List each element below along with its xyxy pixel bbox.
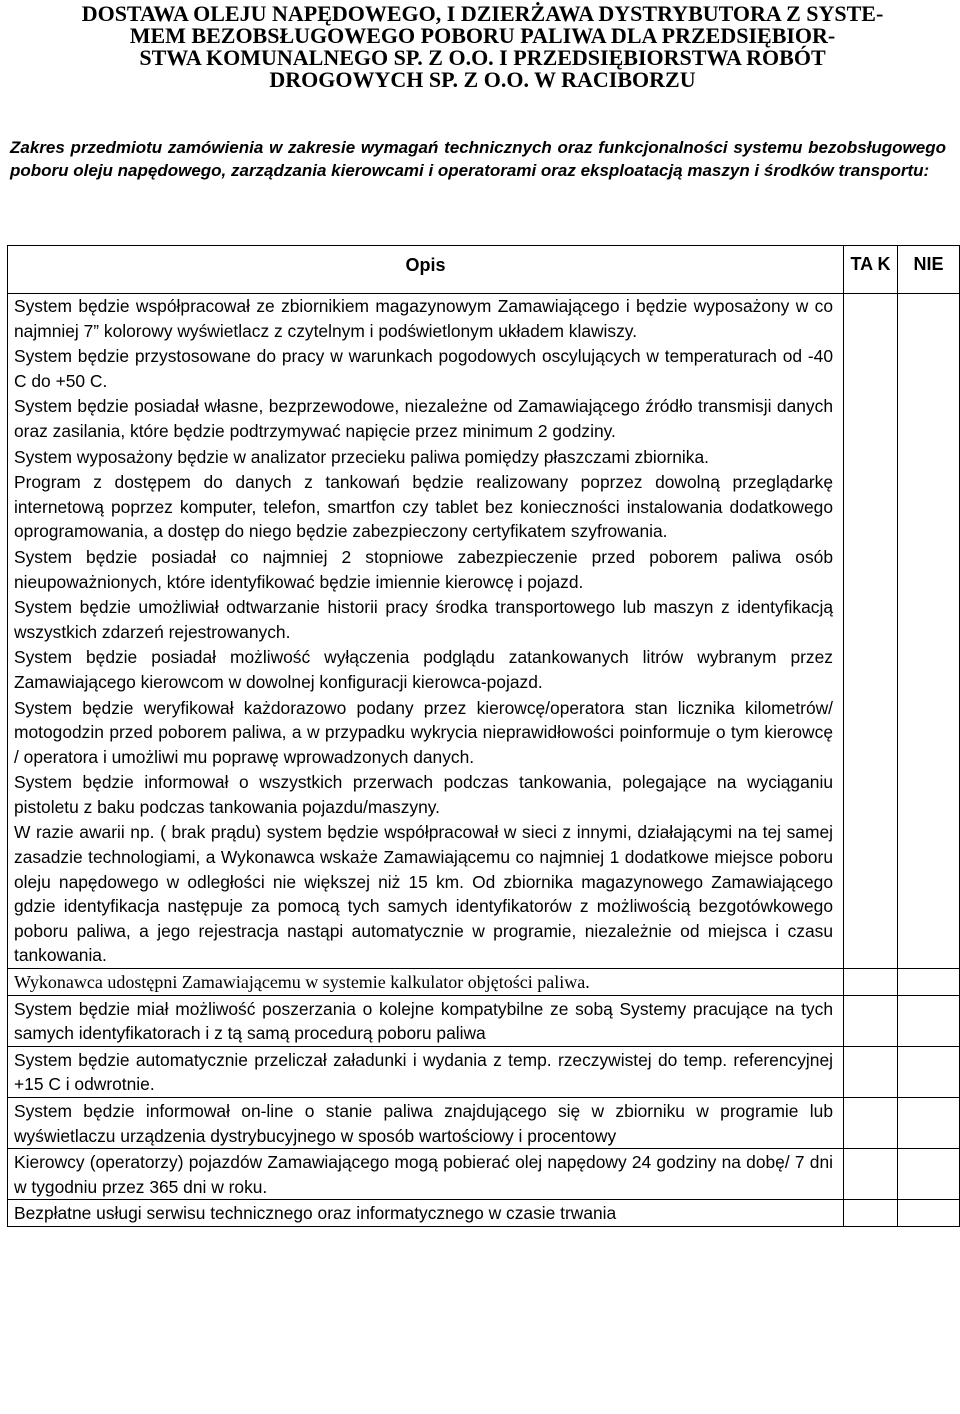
requirement-cell xyxy=(8,294,844,969)
table-row xyxy=(8,1200,960,1227)
no-checkbox-cell[interactable] xyxy=(898,995,960,1046)
requirement-cell xyxy=(8,1200,844,1227)
requirement-cell xyxy=(8,1046,844,1097)
requirement-text: W razie awarii np. ( brak prądu) system będzie współpracował w sieci z innymi, działającymi na tej samej zasadzie technologiami, a Wykonawca wskaże Zamawiającemu co najmniej 1 dodatkowe miejsce poboru oleju napędowego w odległości nie większej niż 15 km. Od zbiornika magazynowego Zamawiającego gdzie identyfikacja następuje za pomocą tych samych identyfikatorów z możliwością bezgotówkowego poboru paliwa, a jego rejestracja nastąpi automatycznie w programie, niezależnie od miejsca i czasu tankowania. xyxy=(14,822,833,966)
table-row xyxy=(8,1098,960,1149)
requirement-text: System będzie informował o wszystkich przerwach podczas tankowania, polegające na wyciąganiu pistoletu z baku podczas tankowania pojazdu/maszyny. xyxy=(14,772,833,817)
title-line-1: DOSTAWA OLEJU NAPĘDOWEGO, I DZIERŻAWA DYSTRYBUTORA Z SYSTE- xyxy=(81,1,884,26)
requirement-text: System będzie weryfikował każdorazowo podany przez kierowcę/operatora stan licznika kilometrów/ motogodzin przed poborem paliwa, a w przypadku wykrycia nieprawidłowości poinformuje o tym kierowcę / operatora i umożliwi mu poprawę wprowadzonych danych. xyxy=(14,697,833,767)
yes-checkbox-cell[interactable] xyxy=(844,1046,898,1097)
requirement-text: System będzie posiadał co najmniej 2 stopniowe zabezpieczenie przed poborem paliwa osób nieupoważnionych, które identyfikować będzie imiennie kierowcę i pojazd. xyxy=(14,546,833,592)
header-no: NIE xyxy=(898,246,960,294)
no-checkbox-cell[interactable] xyxy=(898,969,960,996)
table-row xyxy=(8,1149,960,1200)
no-checkbox-cell[interactable] xyxy=(898,1200,960,1227)
table-row xyxy=(8,969,960,996)
requirement-cell xyxy=(8,995,844,1046)
header-yes: TA K xyxy=(844,246,898,294)
requirement-text: System wyposażony będzie w analizator przecieku paliwa pomiędzy płaszczami zbiornika. xyxy=(14,446,709,467)
requirement-text: System będzie posiadał własne, bezprzewodowe, niezależne od Zamawiającego źródło transmisji danych oraz zasilania, które będzie podtrzymywać napięcie przez minimum 2 godziny. xyxy=(14,396,833,441)
requirement-text: Bezpłatne usługi serwisu technicznego oraz informatycznego w czasie trwania xyxy=(14,1203,617,1224)
scope-intro: Zakres przedmiotu zamówienia w zakresie wymagań technicznych oraz funkcjonalności systemu bezobsługowego poboru oleju napędowego, zarządzania kierowcami i operatorami oraz eksploatacją maszyn i środków transportu: xyxy=(10,138,946,180)
table-row xyxy=(8,1046,960,1097)
yes-checkbox-cell[interactable] xyxy=(844,969,898,996)
document-title xyxy=(10,3,955,91)
requirement-text: Program z dostępem do danych z tankowań będzie realizowany poprzez dowolną przeglądarkę internetową poprzez komputer, telefon, smartfon czy tablet bez konieczności instalowania dodatkowego oprogramowania, a dostęp do niego będzie zabezpieczony certyfikatem szyfrowania. xyxy=(14,472,833,542)
requirement-cell xyxy=(8,969,844,996)
title-line-2: MEM BEZOBSŁUGOWEGO POBORU PALIWA DLA PRZEDSIĘBIOR- xyxy=(129,23,836,48)
title-line-4: DROGOWYCH SP. Z O.O. W RACIBORZU xyxy=(269,67,696,92)
table-row xyxy=(8,294,960,969)
requirement-text: System będzie automatycznie przeliczał załadunki i wydania z temp. rzeczywistej do temp. referencyjnej +15 C i odwrotnie. xyxy=(14,1049,833,1095)
title-line-3: STWA KOMUNALNEGO SP. Z O.O. I PRZEDSIĘBIORSTWA ROBÓT xyxy=(139,45,826,70)
yes-checkbox-cell[interactable] xyxy=(844,294,898,969)
no-checkbox-cell[interactable] xyxy=(898,1046,960,1097)
yes-checkbox-cell[interactable] xyxy=(844,1149,898,1200)
yes-checkbox-cell[interactable] xyxy=(844,1098,898,1149)
no-checkbox-cell[interactable] xyxy=(898,1149,960,1200)
requirement-text: System będzie miał możliwość poszerzania o kolejne kompatybilne ze sobą Systemy pracujące na tych samych identyfikatorach i z tą samą procedurą poboru paliwa xyxy=(14,998,833,1044)
table-row xyxy=(8,995,960,1046)
requirement-cell xyxy=(8,1149,844,1200)
yes-checkbox-cell[interactable] xyxy=(844,1200,898,1227)
requirements-table xyxy=(7,245,960,1227)
requirement-text: System będzie przystosowane do pracy w warunkach pogodowych oscylujących w temperaturach od -40 C do +50 C. xyxy=(14,346,833,391)
table-header-row xyxy=(8,246,960,294)
requirement-text: System będzie posiadał możliwość wyłączenia podglądu zatankowanych litrów wybranym przez Zamawiającego kierowcom w dowolnej konfiguracji kierowca-pojazd. xyxy=(14,647,833,692)
no-checkbox-cell[interactable] xyxy=(898,1098,960,1149)
requirement-text: Wykonawca udostępni Zamawiającemu w systemie kalkulator objętości paliwa. xyxy=(14,972,590,993)
requirement-text: System będzie umożliwiał odtwarzanie historii pracy środka transportowego lub maszyn z identyfikacją wszystkich zdarzeń rejestrowanych. xyxy=(14,597,833,642)
requirement-text: System będzie informował on-line o stanie paliwa znajdującego się w zbiorniku w programie lub wyświetlaczu urządzenia dystrybucyjnego w sposób wartościowy i procentowy xyxy=(14,1101,833,1146)
requirement-cell xyxy=(8,1098,844,1149)
no-checkbox-cell[interactable] xyxy=(898,294,960,969)
requirement-text: System będzie współpracował ze zbiornikiem magazynowym Zamawiającego i będzie wyposażony w co najmniej 7” kolorowy wyświetlacz z czytelnym i podświetlonym układem klawiszy. xyxy=(14,296,833,341)
requirement-text: Kierowcy (operatorzy) pojazdów Zamawiającego mogą pobierać olej napędowy 24 godziny na dobę/ 7 dni w tygodniu przez 365 dni w roku. xyxy=(14,1152,833,1197)
header-description: Opis xyxy=(8,246,844,294)
yes-checkbox-cell[interactable] xyxy=(844,995,898,1046)
